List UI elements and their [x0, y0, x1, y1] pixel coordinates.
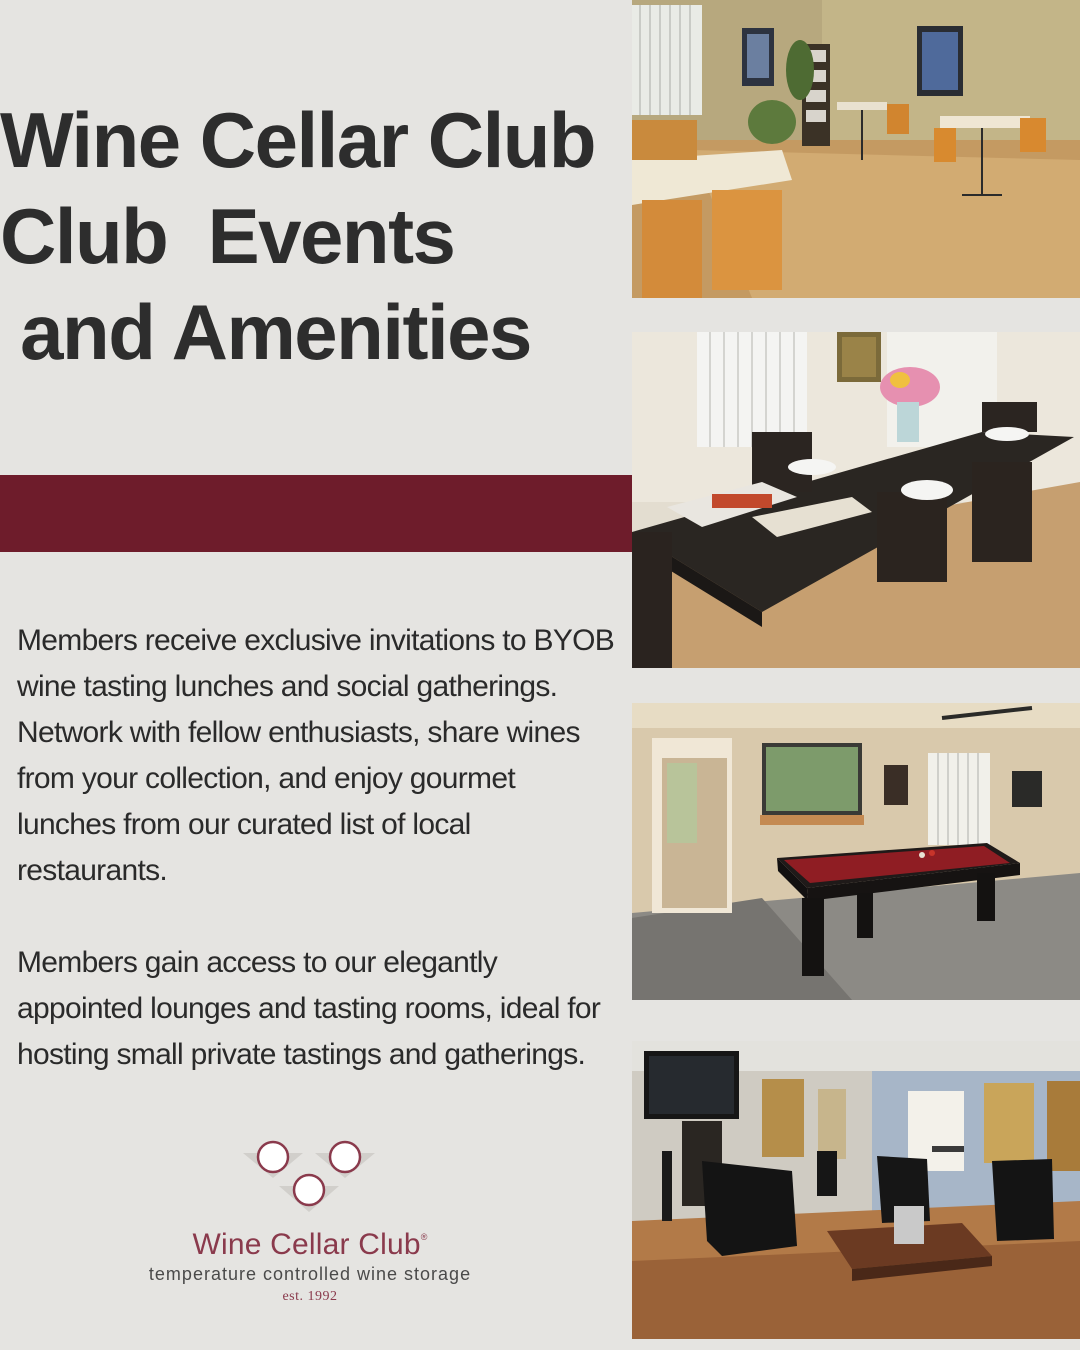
- company-logo: [130, 1140, 490, 1305]
- amenities-paragraph: Members gain access to our elegantly appointed lounges and tasting rooms, ideal for hosting small private tastings and gatherings.: [17, 946, 601, 1071]
- title-line-2: Club Events: [0, 192, 455, 280]
- logo-established: est. 1992: [282, 1289, 338, 1304]
- logo-name: Wine Cellar Club®: [192, 1228, 428, 1261]
- title-line-1: Wine Cellar Club: [0, 96, 596, 184]
- page-title: [0, 92, 625, 380]
- lounge-room-photo: [632, 1041, 1080, 1339]
- wine-glasses-logo-icon: [243, 1140, 377, 1222]
- accent-band: [0, 475, 632, 552]
- logo-tagline: temperature controlled wine storage: [148, 1264, 472, 1284]
- dining-room-photo: [632, 332, 1080, 668]
- events-paragraph: Members receive exclusive invitations to BYOB wine tasting lunches and social gatherings. Network with fellow enthusiasts, share wines from your collection, and enjoy gourmet lunches from our curated list of local restaurants.: [17, 624, 615, 887]
- billiards-room-photo: [632, 703, 1080, 1000]
- title-line-3: and Amenities: [0, 288, 531, 376]
- cafe-room-photo: [632, 0, 1080, 298]
